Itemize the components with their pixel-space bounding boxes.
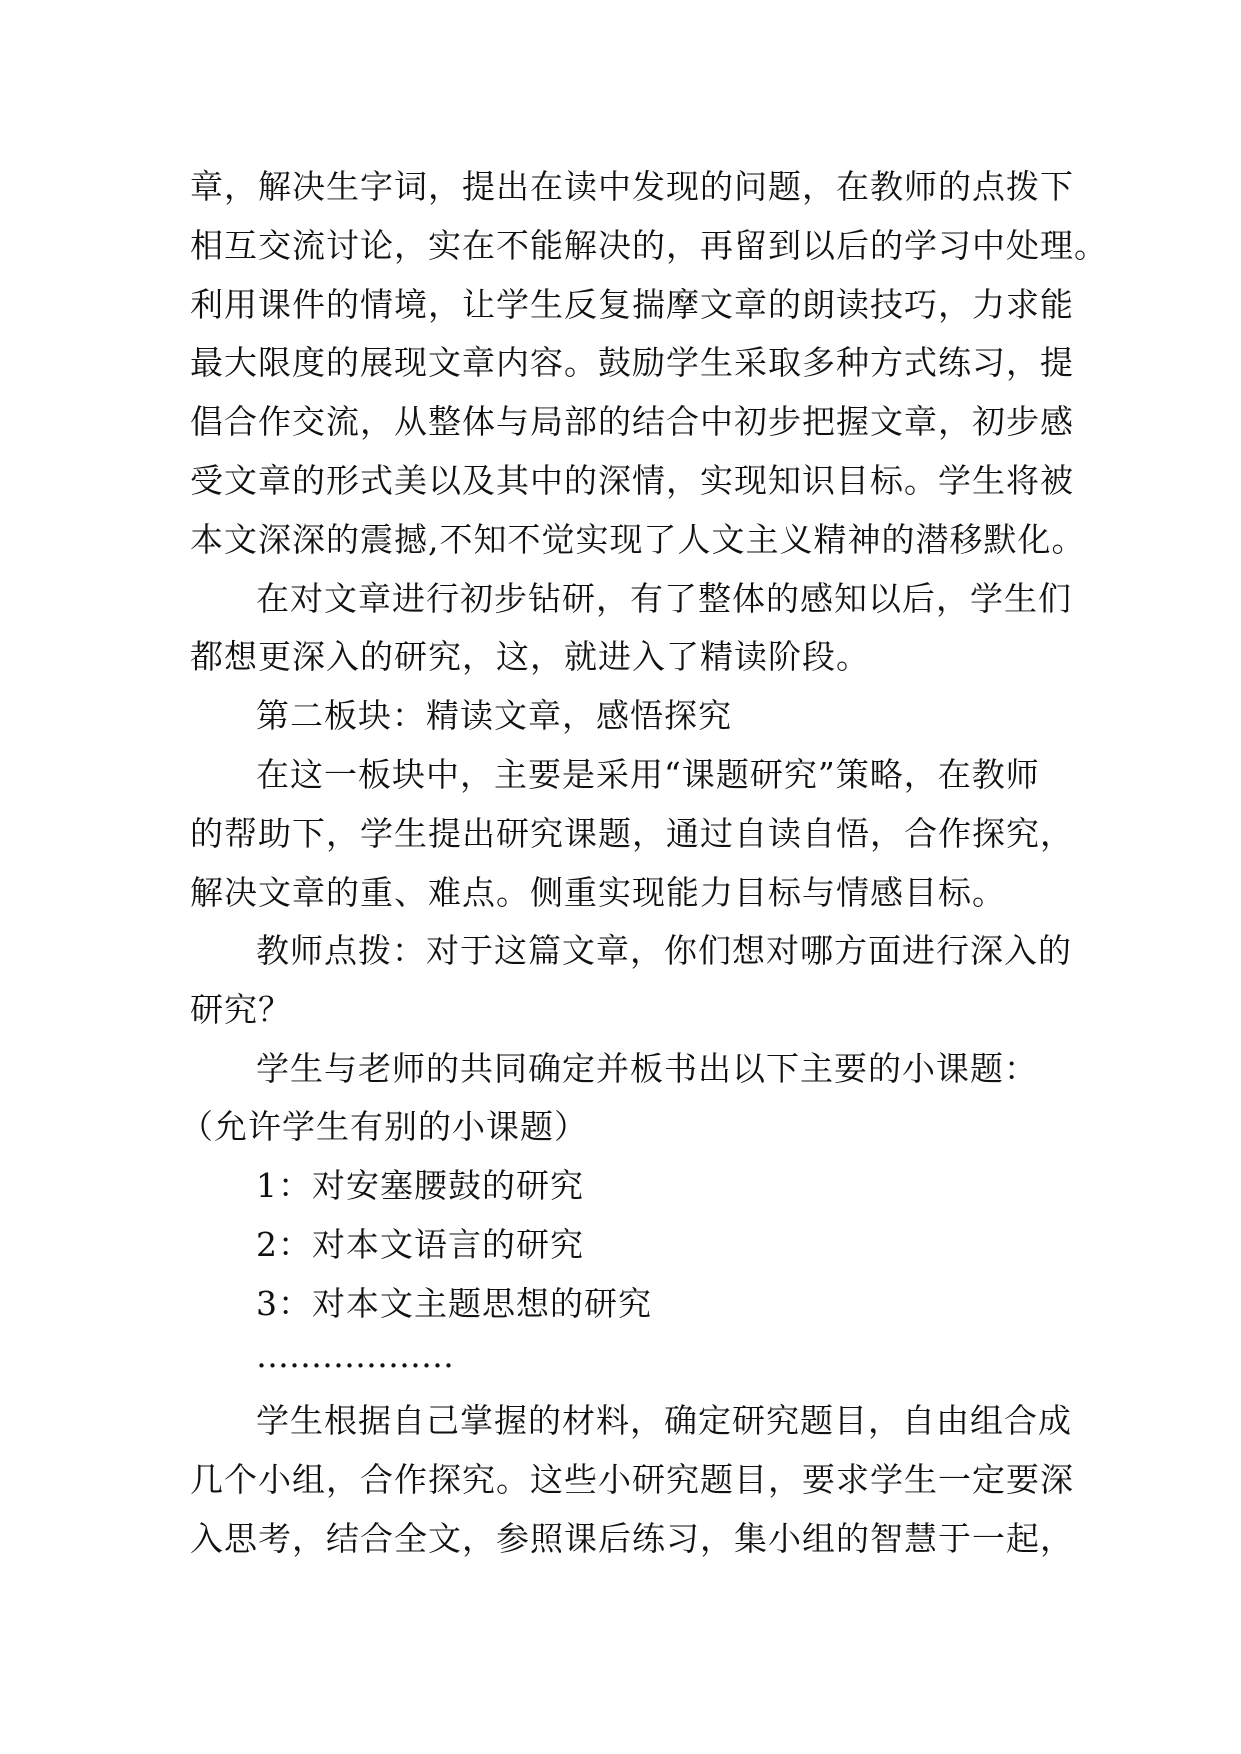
paragraph-line: 相互交流讨论，实在不能解决的，再留到以后的学习中处理。 — [190, 226, 1108, 265]
paragraph-line: 倡合作交流，从整体与局部的结合中初步把握文章，初步感 — [190, 402, 1074, 441]
paragraph-line: 几个小组，合作探究。这些小研究题目，要求学生一定要深 — [190, 1460, 1074, 1499]
paragraph-line: （允许学生有别的小课题） — [180, 1107, 588, 1146]
paragraph-line: 在这一板块中，主要是采用“课题研究”策略，在教师 — [256, 755, 1040, 794]
list-item: 2：对本文语言的研究 — [256, 1225, 584, 1264]
paragraph-line: 章，解决生字词，提出在读中发现的问题，在教师的点拨下 — [190, 167, 1074, 206]
paragraph-line: 研究？ — [190, 990, 292, 1029]
paragraph-line: 在对文章进行初步钻研，有了整体的感知以后，学生们 — [256, 579, 1072, 618]
paragraph-line: 受文章的形式美以及其中的深情，实现知识目标。学生将被 — [190, 461, 1074, 500]
ellipsis-line: ……………… — [256, 1336, 454, 1375]
paragraph-line: 入思考，结合全文，参照课后练习，集小组的智慧于一起， — [190, 1519, 1074, 1558]
paragraph-line: 教师点拨：对于这篇文章，你们想对哪方面进行深入的 — [256, 931, 1072, 970]
paragraph-line: 学生根据自己掌握的材料，确定研究题目，自由组合成 — [256, 1401, 1072, 1440]
paragraph-line: 最大限度的展现文章内容。鼓励学生采取多种方式练习，提 — [190, 343, 1074, 382]
paragraph-line: 本文深深的震撼,不知不觉实现了人文主义精神的潜移默化。 — [190, 520, 1086, 559]
paragraph-line: 都想更深入的研究，这，就进入了精读阶段。 — [190, 637, 870, 676]
list-item: 3：对本文主题思想的研究 — [256, 1284, 652, 1323]
paragraph-line: 利用课件的情境，让学生反复揣摩文章的朗读技巧，力求能 — [190, 285, 1074, 324]
paragraph-line: 解决文章的重、难点。侧重实现能力目标与情感目标。 — [190, 873, 1006, 912]
paragraph-line: 学生与老师的共同确定并板书出以下主要的小课题： — [256, 1049, 1038, 1088]
list-item: 1：对安塞腰鼓的研究 — [256, 1166, 584, 1205]
paragraph-line: 的帮助下，学生提出研究课题，通过自读自悟，合作探究， — [190, 814, 1074, 853]
section-heading: 第二板块：精读文章，感悟探究 — [256, 696, 732, 735]
